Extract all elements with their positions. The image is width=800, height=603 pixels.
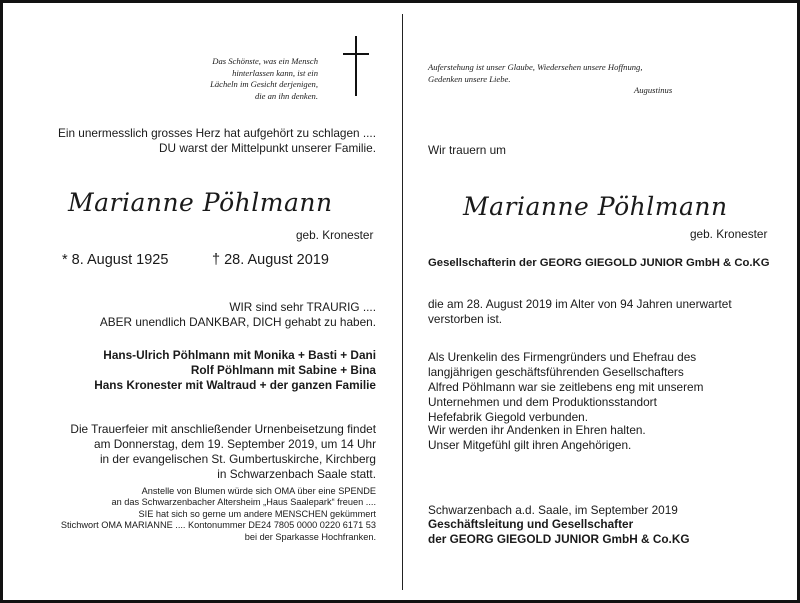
signature — [428, 517, 690, 547]
funeral-line: in Schwarzenbach Saale statt. — [217, 467, 376, 481]
place-date: Schwarzenbach a.d. Saale, im September 2019 — [428, 503, 678, 517]
family-line: Hans Kronester mit Waltraud + der ganzen Familie — [94, 378, 376, 392]
role-text: Gesellschafterin der GEORG GIEGOLD JUNIOR GmbH & Co.KG — [428, 257, 770, 269]
bio-line: Alfred Pöhlmann war sie zeitlebens eng mit unserem — [428, 380, 704, 394]
donation-line: Stichwort OMA MARIANNE .... Kontonummer DE24 7805 0000 0220 6171 53 — [60, 520, 376, 531]
died-line: verstorben ist. — [428, 312, 503, 326]
right-maiden-name: geb. Kronester — [690, 227, 768, 241]
quote-line: Auferstehung ist unser Glaube, Wiedersehen unsere Hoffnung, — [428, 62, 643, 72]
donation-line: Anstelle von Blumen würde sich OMA über eine SPENDE — [141, 486, 376, 496]
bio-line: Als Urenkelin des Firmengründers und Ehefrau des — [428, 350, 697, 364]
quote-line: Lächeln im Gesicht derjenigen, — [210, 79, 318, 89]
sad-line: ABER unendlich DANKBAR, DICH gehabt zu haben. — [99, 315, 376, 329]
donation-line: bei der Sparkasse Hochfranken. — [244, 531, 376, 542]
right-quote — [428, 62, 643, 85]
honor-text — [428, 423, 646, 453]
signature-line: der GEORG GIEGOLD JUNIOR GmbH & Co.KG — [428, 532, 690, 546]
funeral-info — [70, 422, 376, 482]
family-list — [94, 348, 376, 393]
funeral-line: am Donnerstag, dem 19. September 2019, um 14 Uhr — [94, 437, 376, 451]
intro-line: Ein unermesslich grosses Herz hat aufgehört zu schlagen .... — [57, 126, 376, 140]
family-line: Rolf Pöhlmann mit Sabine + Bina — [190, 363, 376, 377]
bio-line: Unternehmen und dem Produktionsstandort — [428, 395, 657, 409]
quote-line: die an ihn denken. — [254, 90, 318, 101]
quote-line: Gedenken unsere Liebe. — [428, 73, 511, 84]
left-deceased-name: Marianne Pöhlmann — [68, 188, 333, 217]
left-sad-text — [100, 300, 376, 330]
bio-line: langjährigen geschäftsführenden Gesellschafters — [428, 365, 684, 379]
quote-author: Augustinus — [634, 85, 673, 95]
donation-line: an das Schwarzenbacher Altersheim „Haus Saalepark“ freuen .... — [111, 497, 376, 508]
death-date: † 28. August 2019 — [212, 252, 329, 268]
honor-line: Wir werden ihr Andenken in Ehren halten. — [428, 423, 646, 437]
donation-info — [61, 486, 376, 543]
funeral-line: Die Trauerfeier mit anschließender Urnenbeisetzung findet — [70, 422, 376, 436]
quote-line: Das Schönste, was ein Mensch — [212, 56, 318, 66]
family-line: Hans-Ulrich Pöhlmann mit Monika + Basti + Dani — [103, 348, 376, 362]
died-text — [428, 297, 732, 327]
birth-date: * 8. August 1925 — [62, 252, 169, 268]
column-divider — [402, 14, 403, 590]
left-maiden-name: geb. Kronester — [296, 228, 374, 242]
died-line: die am 28. August 2019 im Alter von 94 Jahren unerwartet — [428, 297, 732, 311]
bio-line: Hefefabrik Giegold verbunden. — [428, 410, 589, 424]
intro-line: DU warst der Mittelpunkt unserer Familie. — [159, 141, 376, 155]
bio-text — [428, 350, 703, 425]
quote-line: hinterlassen kann, ist ein — [232, 67, 318, 78]
sad-line: WIR sind sehr TRAURIG .... — [229, 300, 376, 314]
donation-line: SIE hat sich so gerne um andere MENSCHEN gekümmert — [138, 508, 376, 519]
honor-line: Unser Mitgefühl gilt ihren Angehörigen. — [428, 438, 632, 452]
mourn-text: Wir trauern um — [428, 143, 507, 157]
signature-line: Geschäftsleitung und Gesellschafter — [428, 517, 634, 531]
left-quote — [210, 56, 318, 102]
right-deceased-name: Marianne Pöhlmann — [463, 192, 728, 221]
left-intro — [58, 126, 376, 156]
funeral-line: in der evangelischen St. Gumbertuskirche, Kirchberg — [99, 452, 376, 466]
